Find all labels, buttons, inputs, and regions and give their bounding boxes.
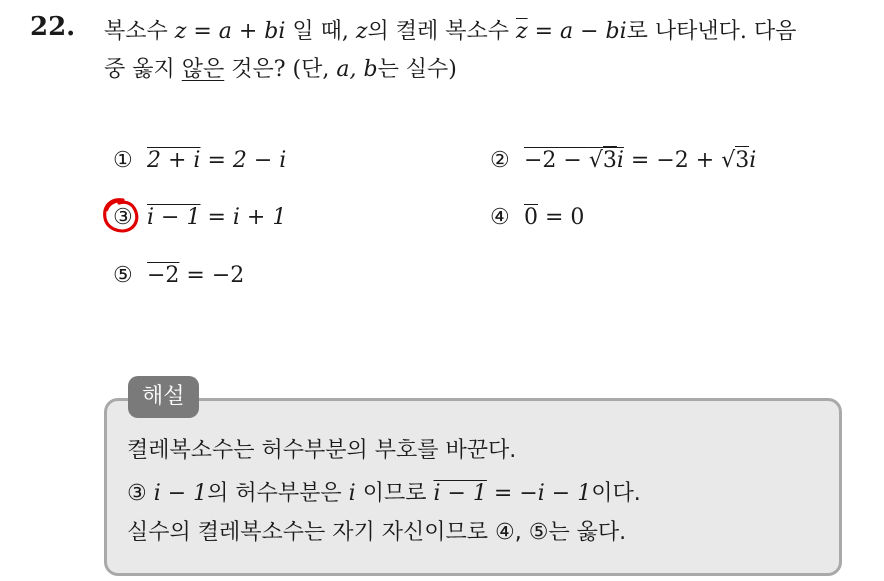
sol-math: i − 1: [153, 481, 208, 506]
solution-line-2: [127, 476, 641, 507]
choice-rhs: = i + 1: [200, 205, 287, 230]
question-line-2: [104, 51, 874, 89]
choice-term: i: [616, 148, 624, 173]
radicand: 3: [735, 148, 750, 173]
question-text: [104, 13, 874, 89]
choice-5[interactable]: [113, 263, 244, 288]
q-math-conjugate: $\overline{z}$: [516, 19, 528, 44]
choice-rhs: = −2 +: [623, 148, 722, 173]
q-text: 복소수: [104, 19, 175, 44]
sol-math: = −i − 1: [486, 481, 592, 506]
q-text: 일 때,: [285, 19, 356, 44]
sol-text: ③: [127, 481, 154, 506]
answer-mark-circle-icon: [101, 196, 141, 236]
choice-1[interactable]: [113, 148, 286, 173]
sqrt-icon: √: [721, 148, 736, 173]
choice-rhs: = 0: [538, 205, 585, 230]
sqrt-icon: √: [588, 148, 603, 173]
sol-text: 의 허수부분은: [207, 481, 349, 506]
sol-text: 이다.: [591, 481, 641, 506]
choice-number: ⑤: [113, 263, 133, 288]
q-text: 는 실수): [377, 57, 457, 82]
choice-rhs: = −2: [179, 263, 245, 288]
radicand: 3: [602, 148, 617, 173]
choice-conjugate: 0: [524, 205, 538, 230]
choice-number: ①: [113, 148, 133, 173]
solution-line-3: 실수의 켤레복소수는 자기 자신이므로 ④, ⑤는 옳다.: [127, 520, 627, 545]
q-text: 의 켤레 복소수: [367, 19, 516, 44]
choice-conjugate: [524, 146, 624, 173]
q-underlined: 않은: [181, 57, 225, 82]
choice-rhs: i: [749, 148, 757, 173]
question-line-1: [104, 13, 874, 51]
choice-rhs: = 2 − i: [200, 148, 287, 173]
solution-line-1: 켤레복소수는 허수부분의 부호를 바꾼다.: [127, 438, 517, 463]
q-text: 것은? (단,: [224, 57, 337, 82]
sol-text: 이므로: [355, 481, 434, 506]
q-math: = a − bi: [527, 19, 627, 44]
choice-number: ④: [490, 205, 510, 230]
choice-4[interactable]: [490, 205, 584, 230]
q-text: 중 옳지: [104, 57, 182, 82]
sol-math-conjugate: i − 1: [433, 481, 487, 506]
sol-math: i: [348, 481, 356, 506]
q-math: z: [355, 19, 368, 44]
choice-number: ②: [490, 148, 510, 173]
choice-conjugate: −2: [147, 263, 180, 288]
q-math: z = a + bi: [174, 19, 286, 44]
choice-term: −2 −: [524, 148, 589, 173]
choice-conjugate: 2 + i: [147, 148, 201, 173]
choice-number: ③: [113, 205, 133, 230]
choice-2[interactable]: [490, 148, 756, 173]
q-math: a, b: [336, 57, 378, 82]
solution-label: 해설: [128, 376, 199, 418]
question-number: 22.: [30, 12, 76, 42]
choice-conjugate: i − 1: [147, 205, 201, 230]
q-text: 로 나타낸다. 다음: [626, 19, 797, 44]
